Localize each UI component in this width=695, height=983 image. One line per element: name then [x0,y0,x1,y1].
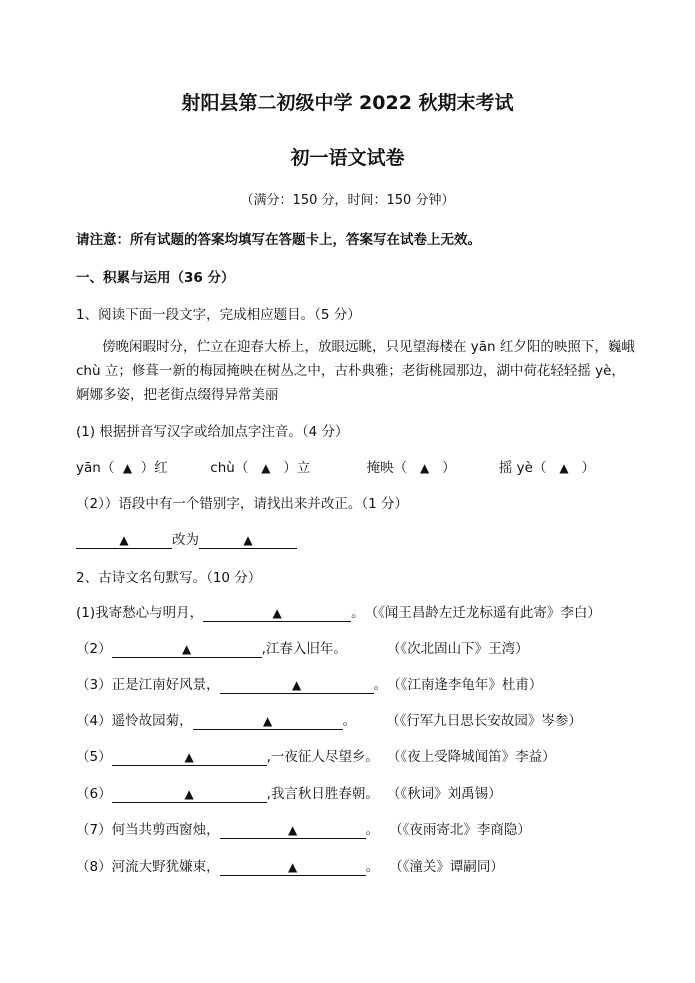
answer-blank[interactable] [220,859,366,876]
poem-line-tail: ,一夜征人尽望乡。 [266,749,379,765]
answer-marker: ▲ [272,606,282,620]
question-2-prompt: 2、古诗文名句默写。（10 分） [76,570,262,586]
poem-line-lead: （5） [76,749,112,765]
section-heading: 一、积累与运用（36 分） [76,270,235,286]
pinyin-item-prefix: 掩映（ [366,460,408,476]
pinyin-row [76,456,595,476]
poem-source: （《闻王昌龄左迁龙标遥有此寄》李白） [364,605,601,621]
poem-line-tail: 。 [365,822,380,838]
pinyin-item [499,456,595,476]
poem-line-lead: （8）河流大野犹嫌束， [76,859,220,875]
poem-source: （《秋词》刘禹锡） [386,786,502,802]
answer-marker: ▲ [287,860,298,874]
question-1-sub2: （2））语段中有一个错别字，请找出来并改正。（1 分） [76,496,408,512]
pinyin-item [210,456,362,476]
answer-blank[interactable] [220,677,374,694]
answer-marker: ▲ [291,678,302,692]
answer-marker: ▲ [262,714,273,728]
answer-marker: ▲ [261,461,271,475]
poem-source: （《次北固山下》王湾） [386,641,529,657]
pinyin-item [76,456,206,476]
exam-subtitle: 初一语文试卷 [290,147,405,169]
poem-line [76,673,542,694]
poem-source: （《潼关》谭嗣同） [389,859,504,875]
exam-title: 射阳县第二初级中学 2022 秋期末考试 [181,92,514,114]
pinyin-item-suffix: ）红 [140,460,168,476]
poem-line-tail: ,江春入旧年。 [261,641,347,657]
fix-label: 改为 [172,532,199,548]
answer-blank[interactable] [193,713,343,730]
exam-info: （满分：150 分，时间：150 分钟） [240,193,455,208]
answer-marker: ▲ [287,823,298,837]
poem-line-lead: （7）何当共剪西窗烛， [76,822,220,838]
answer-blank[interactable] [112,641,262,658]
pinyin-item-suffix: ）立 [283,460,311,476]
answer-blank[interactable] [112,749,267,766]
poem-line-lead: （6） [76,786,112,802]
answer-marker: ▲ [181,642,192,656]
answer-blank[interactable] [220,822,366,839]
question-1-sub1: (1) 根据拼音写汉字或给加点字注音。（4 分） [76,424,349,440]
poem-line [76,601,601,622]
pinyin-item-prefix: chù（ [210,460,249,476]
typo-fix-row [76,528,297,549]
answer-marker: ▲ [184,750,194,764]
poem-source: （《夜雨寄北》李商隐） [389,822,531,838]
poem-line-tail: 。 [365,859,380,875]
answer-marker: ▲ [559,461,569,475]
answer-marker: ▲ [243,533,253,547]
poem-line-tail: 。 [373,677,388,693]
poem-line-lead: （4）遥怜故园菊， [76,713,193,729]
poem-line [76,818,531,839]
poem-line [76,709,582,730]
answer-marker: ▲ [184,787,194,801]
question-1-prompt: 1、阅读下面一段文字，完成相应题目。（5 分） [76,307,361,323]
poem-line [76,855,504,876]
answer-marker: ▲ [122,461,133,475]
poem-line-lead: （3）正是江南好风景， [76,677,220,693]
answer-blank[interactable] [199,532,297,549]
poem-line-tail: ,我言秋日胜春朝。 [266,786,379,802]
answer-blank[interactable] [112,786,267,803]
pinyin-item-suffix: ） [581,460,595,476]
poem-line [76,782,502,803]
pinyin-item-suffix: ） [442,460,456,476]
poem-line-lead: (1)我寄愁心与明月， [76,605,204,621]
poem-source: （《行军九日思长安故园》岑参） [386,713,582,729]
pinyin-item-prefix: yān（ [76,460,115,476]
pinyin-item-prefix: 摇 yè（ [498,460,547,476]
poem-line-lead: （2） [76,641,112,657]
answer-marker: ▲ [419,461,430,475]
poem-line-tail: 。 [351,605,365,621]
answer-blank[interactable] [76,532,172,549]
poem-line [76,637,529,658]
answer-marker: ▲ [119,533,129,547]
poem-line [76,745,556,766]
pinyin-item [367,456,495,476]
answer-blank[interactable] [203,605,351,622]
poem-source: （《江南逢李龟年》杜甫） [387,677,543,693]
poem-line-tail: 。 [342,713,357,729]
exam-notice: 请注意：所有试题的答案均填写在答题卡上，答案写在试卷上无效。 [76,232,481,248]
poem-source: （《夜上受降城闻笛》李益） [386,749,556,765]
reading-passage: 傍晚闲暇时分，伫立在迎春大桥上，放眼远眺，只见望海楼在 yān 红夕阳的映照下，巍峨 chù 立；修葺一新的梅园掩映在树丛之中，古朴典雅；老街桃园那边，湖中荷花轻轻摇 yè，婀娜多姿，把老街点缀得异常美丽 [76,339,635,403]
